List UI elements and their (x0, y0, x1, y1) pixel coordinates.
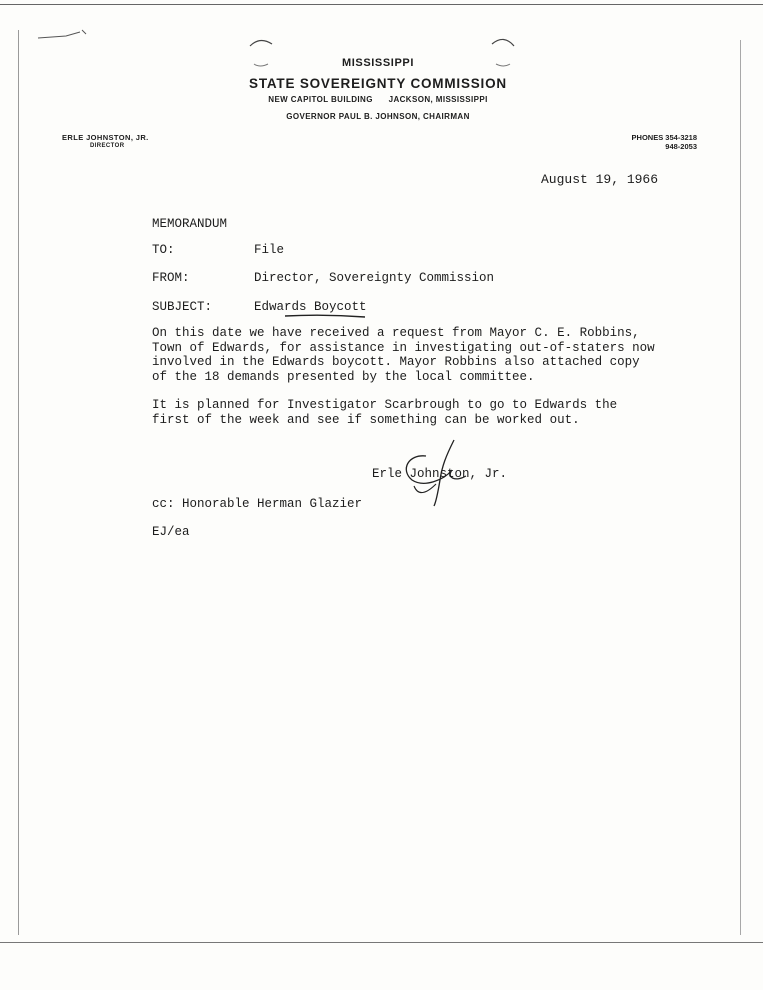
letterhead-organization: STATE SOVEREIGNTY COMMISSION (249, 76, 507, 91)
cc-line: cc: Honorable Herman Glazier (152, 497, 363, 511)
memo-date: August 19, 1966 (541, 172, 659, 187)
phone-primary: PHONES 354-3218 (631, 133, 697, 142)
to-label: TO: (152, 243, 175, 257)
scan-mark-icon (36, 28, 88, 42)
subject-underline-icon (255, 312, 375, 320)
from-label: FROM: (152, 271, 190, 285)
director-title: DIRECTOR (90, 143, 125, 149)
left-edge-mark (18, 30, 19, 935)
to-value: File (254, 243, 285, 257)
signature-name: Erle Johnston, Jr. (372, 467, 508, 481)
memo-heading: MEMORANDUM (152, 217, 228, 231)
subject-value: Edwards Boycott (254, 300, 367, 314)
top-border (0, 4, 763, 5)
typist-initials: EJ/ea (152, 525, 190, 539)
letterhead-state: MISSISSIPPI (341, 57, 414, 69)
body-paragraph-1: On this date we have received a request from Mayor C. E. Robbins, Town of Edwards, for assistance in investigating out-of-staters now involved in the Edwards boycott. Mayor Robbins also attached copy of the 18 demands presented by the local committee. (152, 326, 655, 384)
phone-numbers (632, 133, 697, 151)
right-edge-mark (740, 40, 741, 935)
director-name: ERLE JOHNSTON, JR. (62, 133, 149, 142)
from-value: Director, Sovereignty Commission (254, 271, 495, 285)
letterhead-address: NEW CAPITOL BUILDING JACKSON, MISSISSIPPI (268, 95, 488, 104)
phone-secondary: 948-2053 (665, 142, 697, 151)
subject-label: SUBJECT: (152, 300, 213, 314)
letterhead-chairman: GOVERNOR PAUL B. JOHNSON, CHAIRMAN (286, 112, 470, 121)
body-paragraph-2: It is planned for Investigator Scarbrough to go to Edwards the first of the week and see if something can be worked out. (152, 398, 618, 427)
bottom-border (0, 942, 763, 943)
